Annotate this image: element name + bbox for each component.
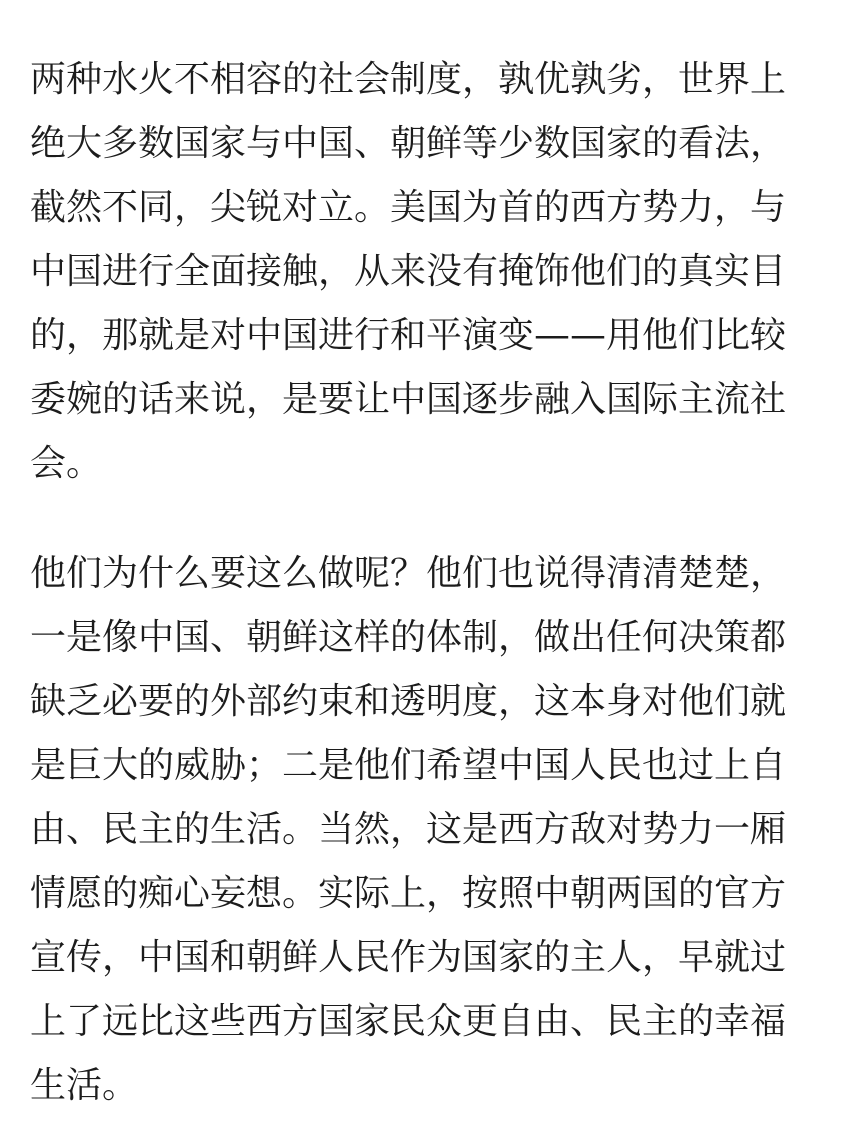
text-line: 宣传，中国和朝鲜人民作为国家的主人，早就过 — [30, 937, 787, 978]
text-line: 生活。 — [30, 1065, 139, 1106]
text-line: 截然不同，尖锐对立。美国为首的西方势力，与 — [30, 187, 787, 228]
text-line: 委婉的话来说，是要让中国逐步融入国际主流社 — [30, 379, 787, 420]
text-line: 由、民主的生活。当然，这是西方敌对势力一厢 — [30, 809, 787, 850]
text-line: 他们为什么要这么做呢？他们也说得清清楚楚， — [30, 553, 787, 594]
text-line: 会。 — [30, 443, 103, 484]
text-line: 的，那就是对中国进行和平演变——用他们比较 — [30, 315, 787, 356]
text-line: 两种水火不相容的社会制度，孰优孰劣，世界上 — [30, 59, 787, 100]
text-line: 绝大多数国家与中国、朝鲜等少数国家的看法， — [30, 123, 787, 164]
text-line: 中国进行全面接触，从来没有掩饰他们的真实目 — [30, 251, 787, 292]
text-line: 一是像中国、朝鲜这样的体制，做出任何决策都 — [30, 617, 787, 658]
paragraph-2 — [30, 542, 830, 1118]
article-body — [30, 48, 830, 1118]
paragraph-1 — [30, 48, 830, 496]
text-line: 情愿的痴心妄想。实际上，按照中朝两国的官方 — [30, 873, 787, 914]
text-line: 上了远比这些西方国家民众更自由、民主的幸福 — [30, 1001, 787, 1042]
text-line: 缺乏必要的外部约束和透明度，这本身对他们就 — [30, 681, 787, 722]
text-line: 是巨大的威胁；二是他们希望中国人民也过上自 — [30, 745, 787, 786]
